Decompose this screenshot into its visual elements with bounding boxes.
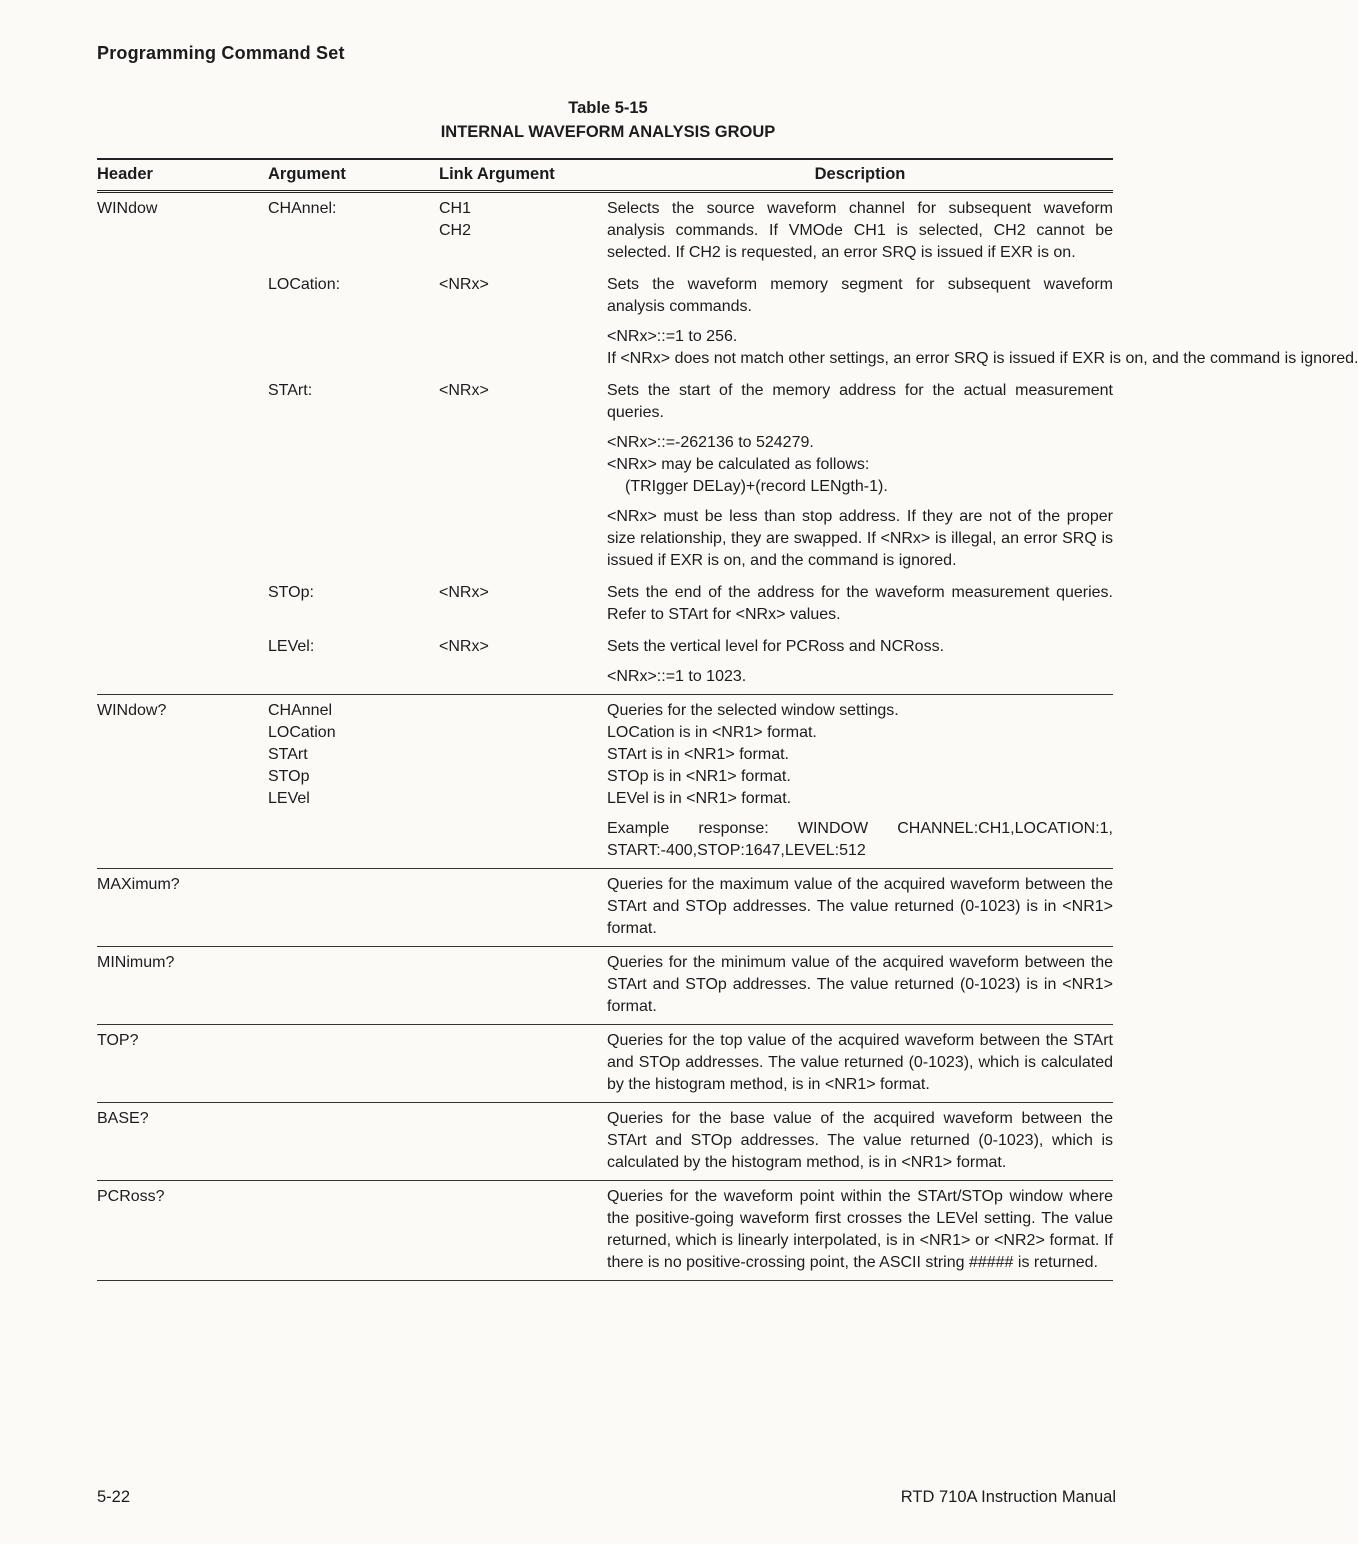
description-line: LEVel is in <NR1> format. [607,790,792,807]
description-cell [607,198,1113,264]
argument-value: CHAnnel [268,702,333,719]
link-argument-cell [439,952,607,1018]
table-number: Table 5-15 [568,99,648,117]
description-paragraph: Selects the source waveform channel for subsequent waveform analysis commands. If VMOde CH1 is selected, CH2 cannot be selected. If CH2 is requested, an error SRQ is issued if EXR is on. [607,200,1113,261]
command-group [97,869,1113,947]
command-header: WINdow? [97,702,167,719]
description-paragraph: Queries for the waveform point within the STArt/STOp window where the positive-going waveform first crosses the LEVel setting. The value returned, which is linearly interpolated, is in <NR1> or <NR2> format. If there is no positive-crossing point, the ASCII string ##### is returned. [607,1188,1113,1271]
link-argument-value: <NRx> [439,276,489,293]
link-argument-cell [439,582,607,626]
description-paragraph: Queries for the minimum value of the acquired waveform between the STArt and STOp addresses. The value returned (0-1023) is in <NR1> format. [607,954,1113,1015]
description-line: LOCation is in <NR1> format. [607,724,817,741]
description-cell [607,1186,1113,1274]
argument-cell [268,636,439,688]
command-header: BASE? [97,1110,149,1127]
description-paragraph [607,432,1113,498]
argument-value: LEVel: [268,638,315,655]
link-argument-cell [439,198,607,264]
column-header-description: Description [814,165,906,183]
description-cell [607,952,1113,1018]
table-header-row [97,158,1113,193]
link-argument-value: CH2 [439,222,472,239]
description-paragraph [607,326,1358,370]
table-body [97,193,1358,1281]
description-paragraph: Sets the start of the memory address for the actual measurement queries. [607,382,1113,421]
description-paragraph: Sets the end of the address for the waveform measurement queries. Refer to STArt for <NRx> values. [607,584,1113,623]
argument-value: STOp: [268,584,314,601]
argument-cell [268,1186,439,1274]
description-line: STArt is in <NR1> format. [607,746,789,763]
command-group [97,947,1113,1025]
table-row [97,274,1358,370]
link-argument-cell [439,1186,607,1274]
link-argument-cell [439,700,607,862]
argument-value: STArt [268,746,308,763]
command-header: WINdow [97,200,158,217]
command-header: TOP? [97,1032,139,1049]
table-row [97,1108,1113,1174]
table-row [97,582,1113,626]
argument-value: STOp [268,768,310,785]
header-cell [97,582,268,626]
description-line: (TRIgger DELay)+(record LENgth-1). [625,478,888,495]
link-argument-value: CH1 [439,200,472,217]
description-cell [607,1030,1113,1096]
command-group [97,1025,1113,1103]
description-paragraph [607,700,1113,810]
page-number: 5-22 [97,1488,131,1506]
link-argument-cell [439,1030,607,1096]
header-cell [97,952,268,1018]
argument-cell [268,380,439,572]
description-paragraph: Queries for the base value of the acquired waveform between the STArt and STOp addresses. The value returned (0-1023), which is calculated by the histogram method, is in <NR1> format. [607,1110,1113,1171]
running-head: Programming Command Set [97,43,345,63]
header-cell [97,1186,268,1274]
link-argument-cell [439,380,607,572]
description-line: If <NRx> does not match other settings, an error SRQ is issued if EXR is on, and the command is ignored. [607,350,1358,367]
command-group [97,193,1358,695]
argument-cell [268,700,439,862]
description-cell [607,1108,1113,1174]
command-table [97,158,1358,1281]
command-group [97,695,1113,869]
argument-cell [268,952,439,1018]
argument-cell [268,874,439,940]
argument-value: CHAnnel: [268,200,337,217]
argument-value: LEVel [268,790,310,807]
argument-value: LOCation: [268,276,341,293]
argument-value: STArt: [268,382,313,399]
header-cell [97,1030,268,1096]
description-cell [607,636,1113,688]
description-line: <NRx>::=1 to 256. [607,328,738,345]
command-header: MAXimum? [97,876,180,893]
column-header-link-argument: Link Argument [439,165,555,183]
link-argument-value: <NRx> [439,382,489,399]
description-paragraph: <NRx> must be less than stop address. If they are not of the proper size relationship, they are swapped. If <NRx> is illegal, an error SRQ is issued if EXR is on, and the command is ignored. [607,508,1113,569]
argument-value: LOCation [268,724,336,741]
description-paragraph: Queries for the top value of the acquired waveform between the STArt and STOp addresses. The value returned (0-1023), which is calculated by the histogram method, is in <NR1> format. [607,1032,1113,1093]
argument-cell [268,582,439,626]
header-cell [97,274,268,370]
header-cell [97,874,268,940]
table-title: INTERNAL WAVEFORM ANALYSIS GROUP [440,123,776,141]
header-cell [97,636,268,688]
header-cell [97,380,268,572]
description-paragraph: Sets the waveform memory segment for subsequent waveform analysis commands. [607,276,1113,315]
description-paragraph: Queries for the maximum value of the acquired waveform between the STArt and STOp addresses. The value returned (0-1023) is in <NR1> format. [607,876,1113,937]
argument-cell [268,274,439,370]
table-row [97,198,1113,264]
command-group [97,1181,1113,1281]
description-paragraph: <NRx>::=1 to 1023. [607,668,747,685]
argument-cell [268,1030,439,1096]
link-argument-value: <NRx> [439,638,489,655]
link-argument-cell [439,636,607,688]
description-line: STOp is in <NR1> format. [607,768,791,785]
command-group [97,1103,1113,1181]
header-cell [97,198,268,264]
column-header-argument: Argument [268,165,346,183]
description-cell [607,274,1358,370]
table-row [97,952,1113,1018]
header-cell [97,700,268,862]
argument-cell [268,198,439,264]
command-header: PCRoss? [97,1188,165,1205]
description-cell [607,582,1113,626]
link-argument-cell [439,274,607,370]
manual-title: RTD 710A Instruction Manual [900,1488,1116,1506]
table-row [97,636,1113,688]
description-paragraph: Example response: WINDOW CHANNEL:CH1,LOCATION:1, START:-400,STOP:1647,LEVEL:512 [607,820,1113,859]
table-caption [0,96,1216,144]
description-cell [607,700,1113,862]
description-line: <NRx>::=-262136 to 524279. [607,434,814,451]
description-paragraph: Sets the vertical level for PCRoss and NCRoss. [607,638,945,655]
header-cell [97,1108,268,1174]
table-row [97,1186,1113,1274]
table-row [97,1030,1113,1096]
description-line: Queries for the selected window settings. [607,702,899,719]
link-argument-cell [439,874,607,940]
table-row [97,874,1113,940]
command-header: MINimum? [97,954,175,971]
description-cell [607,874,1113,940]
description-cell [607,380,1113,572]
link-argument-cell [439,1108,607,1174]
table-row [97,380,1113,572]
link-argument-value: <NRx> [439,584,489,601]
table-row [97,700,1113,862]
description-line: <NRx> may be calculated as follows: [607,456,870,473]
argument-cell [268,1108,439,1174]
column-header-header: Header [97,165,153,183]
